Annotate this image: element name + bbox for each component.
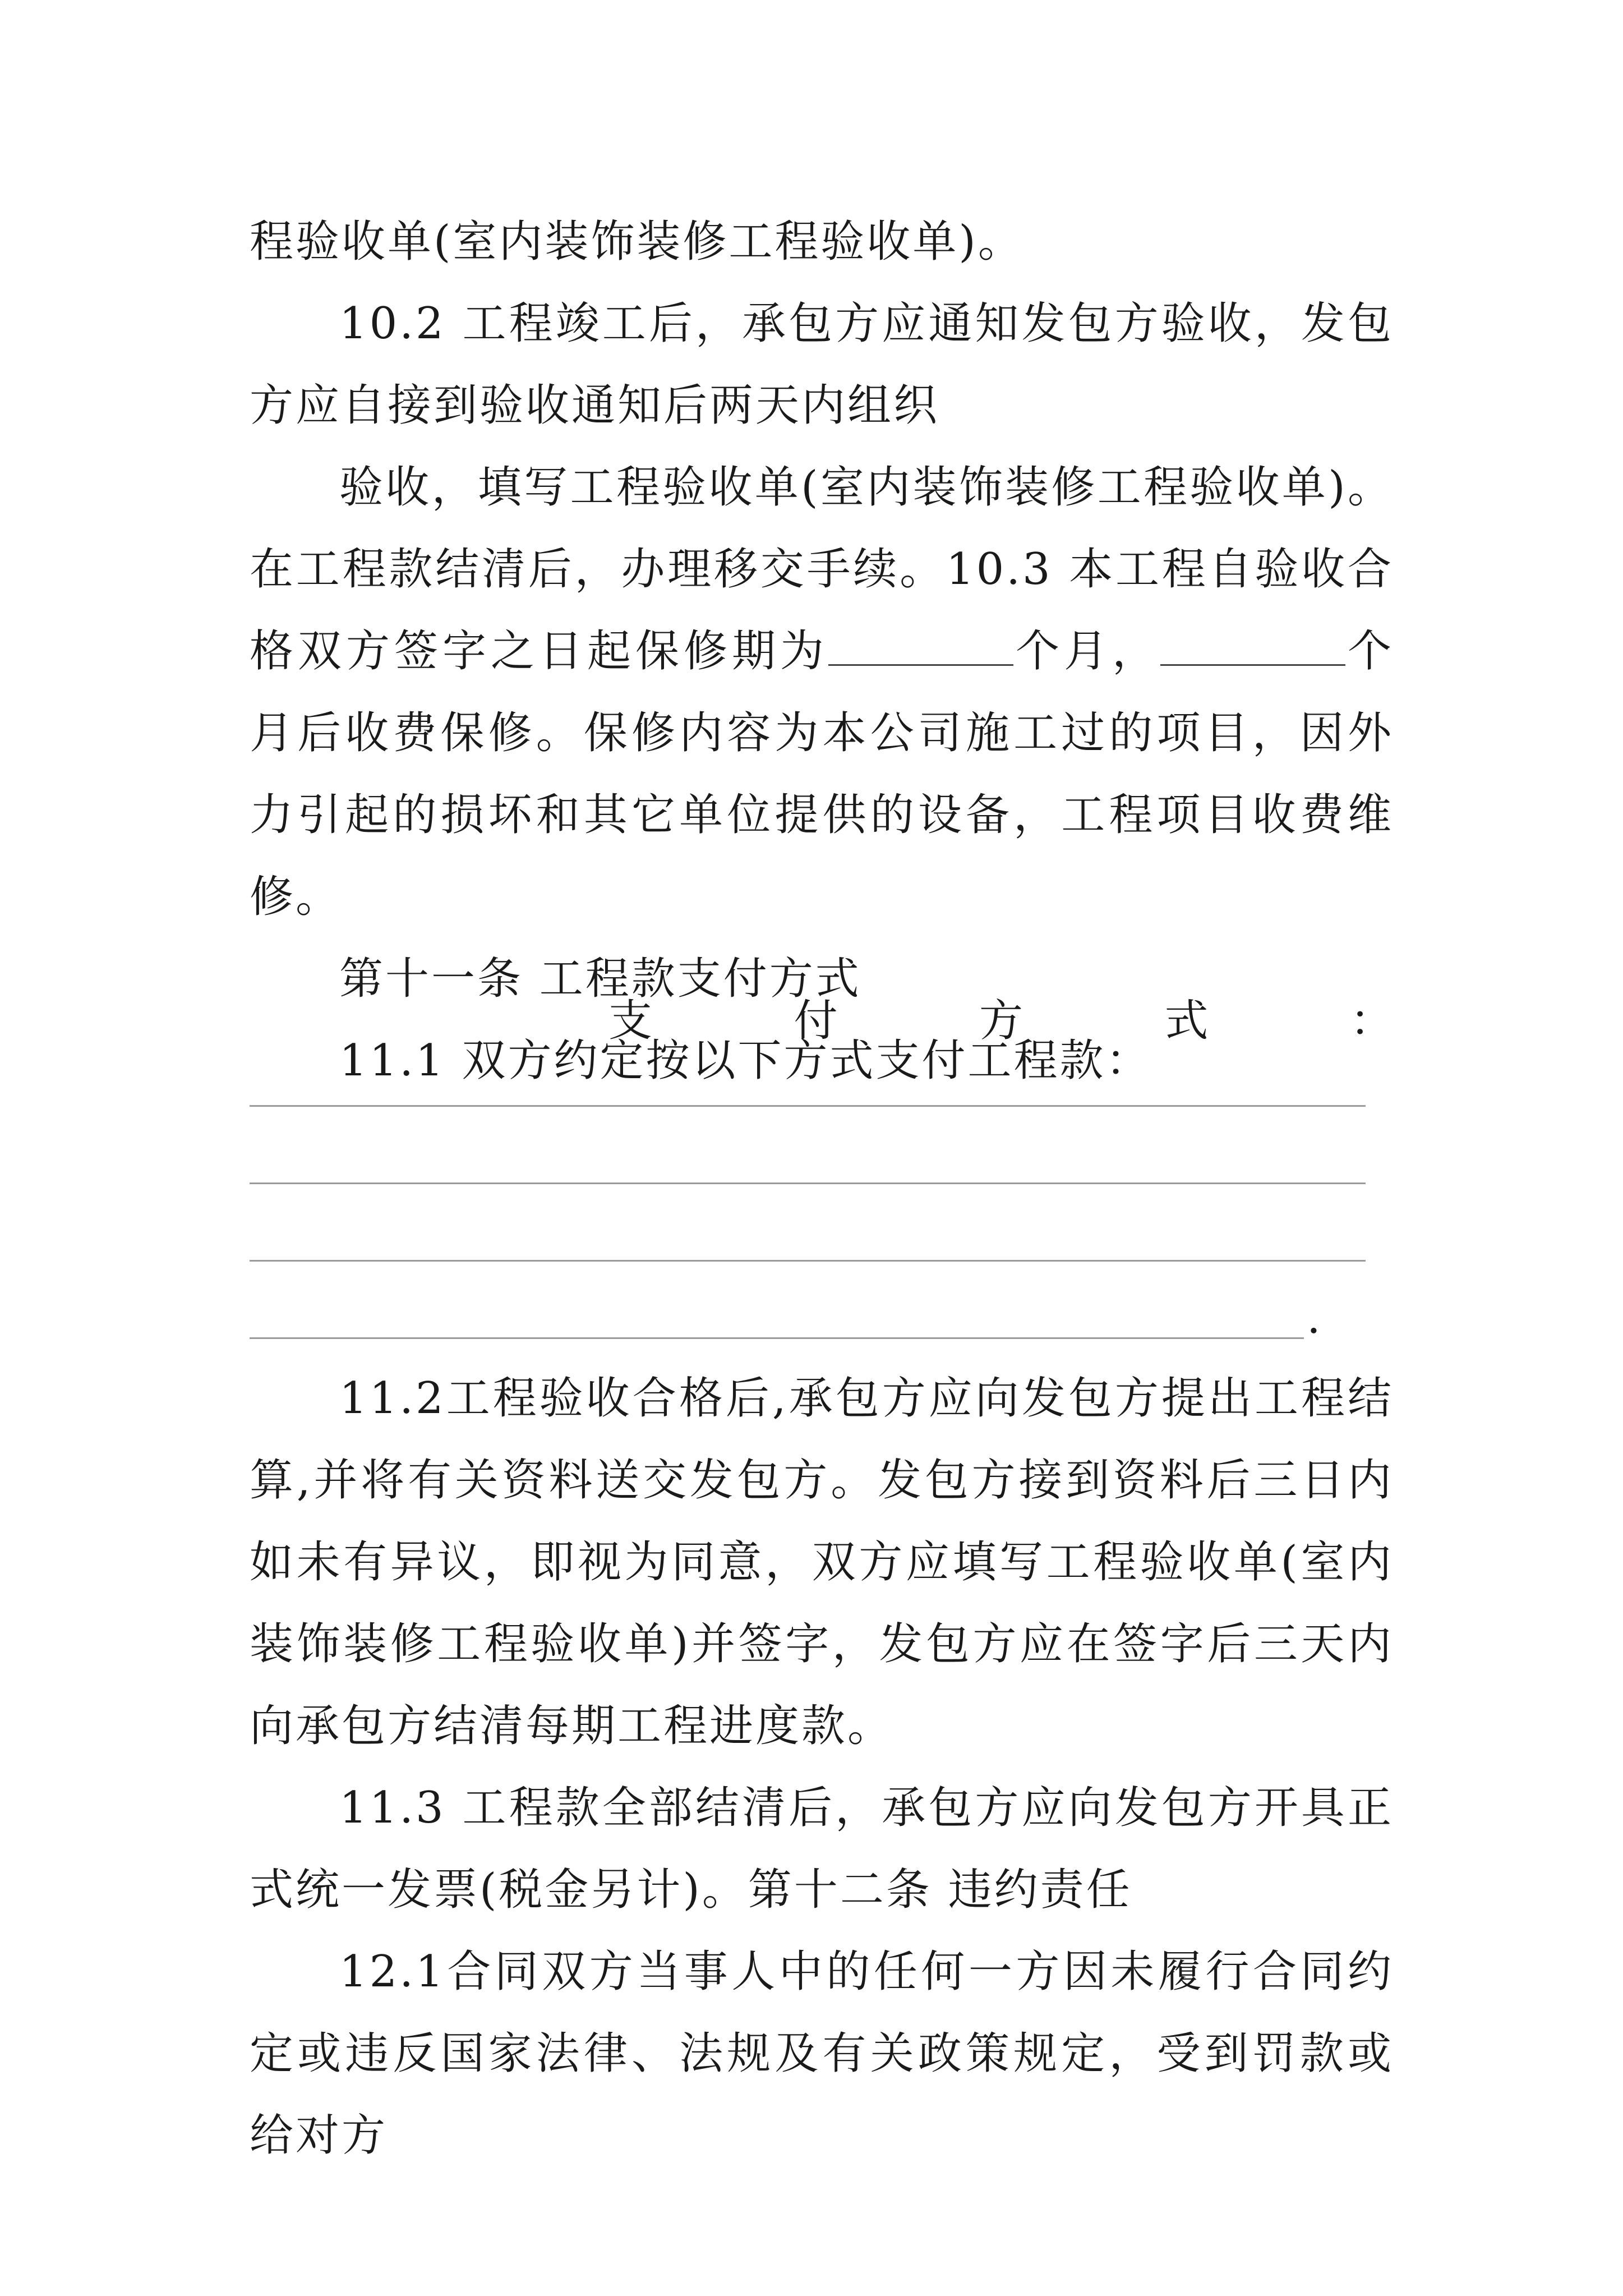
fill-in-line [250, 1105, 1366, 1107]
spread-char: 方 [979, 996, 1023, 1046]
fill-in-line [250, 1260, 1366, 1262]
paragraph-11-3: 11.3 工程款全部结清后，承包方应向发包方开具正式统一发票(税金另计)。第十二条 违约责任 [250, 1783, 1394, 1915]
paragraph-continuation: 程验收单(室内装饰装修工程验收单)。 [250, 217, 1024, 267]
text-segment: 个月后收费保修。保修内容为本公司施工过的项目，因外力引起的损坏和其它单位提供的设备，工程项目收费维修。 [250, 626, 1394, 922]
paragraph-11-1: 11.1 双方约定按以下方式支付工程款： [339, 1036, 1152, 1086]
blank-field [1160, 623, 1345, 666]
text-segment: 个月， [1013, 626, 1160, 677]
article-11-heading: 第十一条 工程款支付方式 [339, 954, 861, 1004]
paragraph-10-3 [250, 447, 1394, 938]
paragraph-12-1: 12.1合同双方当事人中的任何一方因未履行合同约定或违反国家法律、法规及有关政策规定，受到罚款或给对方 [250, 1947, 1394, 2161]
lower-text-block [250, 1358, 1394, 2177]
payment-method-label [608, 976, 1394, 1058]
spread-char: 式 [1164, 996, 1209, 1046]
upper-text-block [250, 201, 1394, 1102]
spread-char: 支 [608, 996, 653, 1046]
paragraph-10-2: 10.2 工程竣工后，承包方应通知发包方验收，发包方应自接到验收通知后两天内组织 [250, 298, 1394, 431]
spread-char: 付 [794, 996, 838, 1046]
line-end-period: . [1307, 1293, 1321, 1343]
spread-char: ： [1349, 996, 1394, 1046]
text-segment: 验收，填写工程验收单(室内装饰装修工程验收单)。在工程款结清后，办理移交手续。10.3 本工程自验收合格双方签字之日起保修期为 [250, 462, 1394, 677]
paragraph-11-2: 11.2工程验收合格后,承包方应向发包方提出工程结算,并将有关资料送交发包方。发包方接到资料后三日内如未有异议，即视为同意，双方应填写工程验收单(室内装饰装修工程验收单)并签字，发包方应在签字后三天内向承包方结清每期工程进度款。 [250, 1373, 1394, 1751]
fill-in-line [250, 1337, 1304, 1339]
blank-field [828, 623, 1013, 666]
fill-in-line [250, 1182, 1366, 1184]
